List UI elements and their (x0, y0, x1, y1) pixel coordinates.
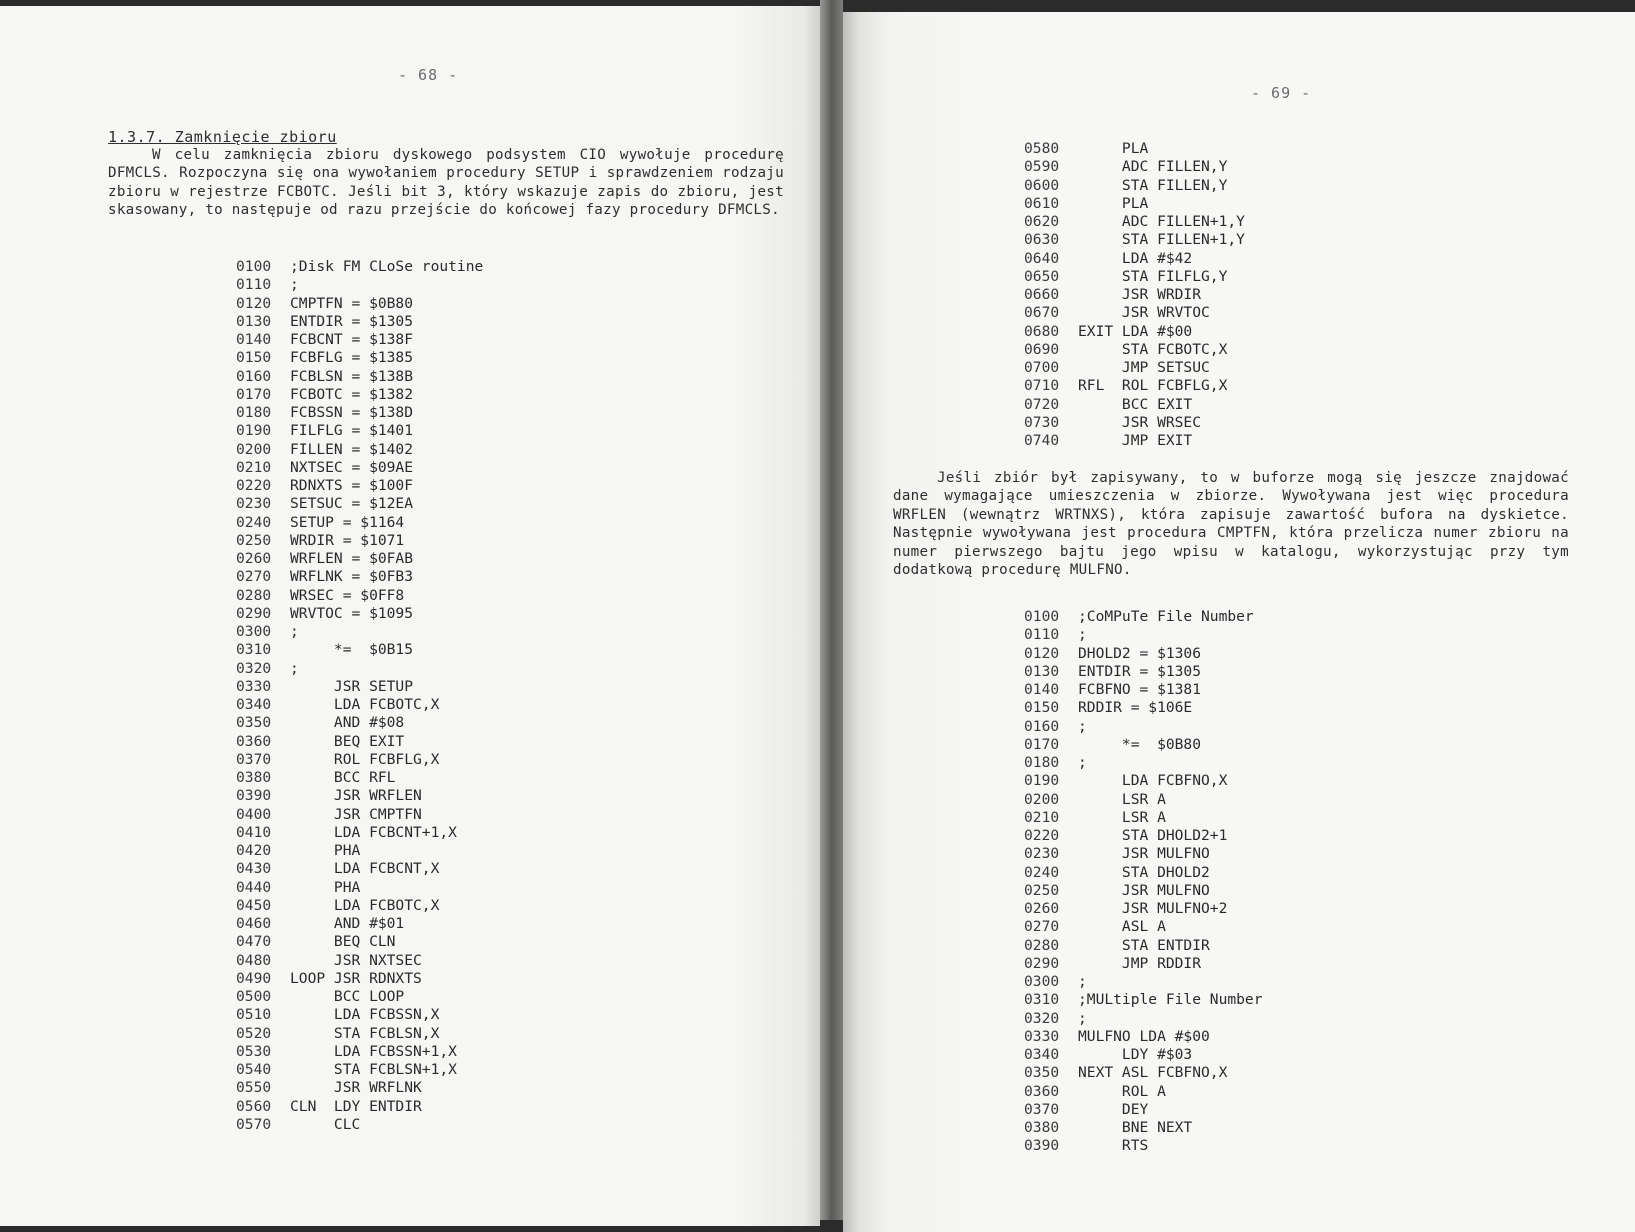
code-text: RFL ROL FCBFLG,X (1078, 377, 1228, 395)
code-listing-cmptfn (1024, 608, 1263, 1156)
code-line (1024, 231, 1245, 249)
code-text: ADC FILLEN,Y (1078, 158, 1228, 176)
code-text: BCC RFL (290, 769, 396, 786)
code-text: PHA (290, 842, 361, 859)
code-line (236, 714, 483, 732)
code-line (1024, 195, 1245, 213)
code-line (236, 605, 483, 623)
code-text: ENTDIR = $1305 (290, 312, 414, 330)
code-text: LSR A (1078, 790, 1166, 808)
code-line (236, 295, 483, 313)
code-line (1024, 359, 1245, 377)
code-line (1024, 177, 1245, 195)
line-number: 0350 (236, 714, 272, 732)
page-number: - 69 - (1251, 84, 1312, 102)
line-number: 0280 (236, 586, 272, 604)
line-number: 0110 (236, 276, 272, 294)
line-number: 0680 (1024, 322, 1060, 340)
line-number: 0170 (1024, 735, 1060, 753)
code-text: RTS (1078, 1137, 1149, 1155)
line-number: 0100 (236, 258, 272, 275)
code-text: PLA (1078, 140, 1149, 157)
code-line (1024, 955, 1263, 973)
line-number: 0170 (236, 385, 272, 403)
code-text: LDA FCBOTC,X (290, 696, 440, 713)
line-number: 0130 (1024, 662, 1060, 680)
code-line (236, 404, 483, 422)
code-line (236, 368, 483, 386)
line-number: 0670 (1024, 304, 1060, 322)
code-line (236, 769, 483, 787)
line-number: 0140 (1024, 681, 1060, 698)
code-text: ASL A (1078, 918, 1166, 936)
code-text: STA FILFLG,Y (1078, 267, 1228, 285)
line-number: 0300 (1024, 973, 1060, 990)
code-line (236, 952, 483, 970)
code-line (236, 550, 483, 568)
code-text: FCBFNO = $1381 (1078, 681, 1202, 698)
line-number: 0340 (236, 696, 272, 713)
code-line (236, 1006, 483, 1024)
line-number: 0120 (1024, 644, 1060, 662)
code-text: LDA FCBFNO,X (1078, 772, 1228, 790)
code-line (1024, 699, 1263, 717)
code-line (1024, 736, 1263, 754)
explanation-paragraph-text: Jeśli zbiór był zapisywany, to w buforze mogą się jeszcze znajdować dane wymagające umieszczenia w zbiorze. Wywoływana jest więc procedura WRFLEN (wewnątrz WRTNXS), która zapisuje zawartość bufora na dyskietce. Następnie wywoływana jest procedura CMPTFN, która przelicza numer zbioru na numer pierwszego bajtu jego wpisu w katalogu, wykorzystując przy tym dodatkową procedurę MULFNO. (893, 470, 1569, 579)
code-line (1024, 1010, 1263, 1028)
code-text: BNE NEXT (1078, 1119, 1193, 1136)
line-number: 0600 (1024, 176, 1060, 194)
code-text: FCBOTC = $1382 (290, 385, 414, 403)
code-text: JSR CMPTFN (290, 805, 422, 823)
code-text: CLN LDY ENTDIR (290, 1097, 422, 1115)
code-text: AND #$01 (290, 915, 405, 932)
line-number: 0350 (1024, 1064, 1060, 1082)
line-number: 0200 (236, 440, 272, 458)
code-line (236, 842, 483, 860)
line-number: 0520 (236, 1024, 272, 1042)
code-text: STA ENTDIR (1078, 936, 1210, 954)
code-line (1024, 809, 1263, 827)
line-number: 0380 (236, 769, 272, 786)
code-line (1024, 827, 1263, 845)
code-text: JSR WRSEC (1078, 413, 1202, 431)
code-line (1024, 396, 1245, 414)
line-number: 0310 (236, 641, 272, 659)
code-text: ROL FCBFLG,X (290, 750, 440, 768)
code-line (236, 696, 483, 714)
code-line (236, 568, 483, 586)
code-line (1024, 286, 1245, 304)
line-number: 0410 (236, 823, 272, 841)
code-line (1024, 918, 1263, 936)
code-text: CMPTFN = $0B80 (290, 294, 414, 312)
code-line (1024, 626, 1263, 644)
code-line (1024, 681, 1263, 699)
line-number: 0150 (236, 349, 272, 367)
line-number: 0370 (236, 750, 272, 768)
code-text: JSR WRFLEN (290, 787, 422, 805)
line-number: 0390 (236, 787, 272, 805)
code-text: LDA FCBCNT,X (290, 860, 440, 878)
line-number: 0220 (1024, 827, 1060, 844)
code-line (1024, 718, 1263, 736)
code-line (1024, 1083, 1263, 1101)
code-text: ; (1078, 717, 1087, 735)
code-text: JMP SETSUC (1078, 359, 1210, 376)
code-text: LDA FCBOTC,X (290, 896, 440, 914)
code-line (1024, 900, 1263, 918)
code-line (236, 331, 483, 349)
code-line (1024, 158, 1245, 176)
line-number: 0400 (236, 805, 272, 823)
line-number: 0230 (236, 495, 272, 513)
line-number: 0260 (236, 550, 272, 567)
code-line (236, 495, 483, 513)
code-text: JSR MULFNO (1078, 881, 1210, 899)
code-line (236, 276, 483, 294)
code-text: LDA #$42 (1078, 249, 1193, 267)
line-number: 0730 (1024, 413, 1060, 431)
code-text: RDNXTS = $100F (290, 477, 414, 494)
code-line (236, 258, 483, 276)
line-number: 0270 (236, 568, 272, 586)
code-line (1024, 1119, 1263, 1137)
code-text: BEQ CLN (290, 933, 396, 951)
code-line (1024, 341, 1245, 359)
line-number: 0720 (1024, 395, 1060, 413)
code-line (1024, 140, 1245, 158)
code-line (236, 860, 483, 878)
code-text: BCC EXIT (1078, 395, 1193, 413)
line-number: 0280 (1024, 936, 1060, 954)
book-spine (820, 0, 843, 1220)
code-line (236, 678, 483, 696)
code-text: SETUP = $1164 (290, 513, 405, 531)
code-line (236, 915, 483, 933)
line-number: 0260 (1024, 900, 1060, 917)
line-number: 0320 (1024, 1009, 1060, 1027)
code-line (236, 933, 483, 951)
code-text: ;Disk FM CLoSe routine (290, 258, 484, 275)
code-text: STA FILLEN,Y (1078, 176, 1228, 194)
line-number: 0230 (1024, 845, 1060, 863)
code-line (236, 897, 483, 915)
code-line (236, 441, 483, 459)
code-line (1024, 937, 1263, 955)
line-number: 0650 (1024, 267, 1060, 285)
code-line (236, 349, 483, 367)
line-number: 0140 (236, 331, 272, 348)
line-number: 0700 (1024, 359, 1060, 376)
line-number: 0550 (236, 1079, 272, 1097)
code-text: ; (290, 659, 299, 677)
code-line (236, 751, 483, 769)
line-number: 0470 (236, 933, 272, 951)
code-line (236, 660, 483, 678)
line-number: 0460 (236, 915, 272, 932)
code-text: PLA (1078, 194, 1149, 212)
line-number: 0480 (236, 951, 272, 969)
line-number: 0360 (236, 732, 272, 750)
line-number: 0590 (1024, 158, 1060, 176)
code-line (1024, 663, 1263, 681)
line-number: 0510 (236, 1006, 272, 1024)
line-number: 0160 (236, 367, 272, 385)
code-text: ; (290, 623, 299, 640)
code-text: JMP RDDIR (1078, 954, 1202, 972)
code-line (1024, 268, 1245, 286)
line-number: 0740 (1024, 432, 1060, 449)
code-text: ; (290, 276, 299, 294)
code-line (236, 1025, 483, 1043)
line-number: 0300 (236, 623, 272, 640)
line-number: 0450 (236, 896, 272, 914)
line-number: 0180 (236, 404, 272, 421)
code-text: WRDIR = $1071 (290, 531, 405, 549)
code-text: *= $0B80 (1078, 735, 1202, 753)
code-line (236, 459, 483, 477)
code-text: STA DHOLD2+1 (1078, 827, 1228, 844)
line-number: 0240 (236, 513, 272, 531)
code-line (236, 806, 483, 824)
code-text: ;MULtiple File Number (1078, 991, 1263, 1009)
code-text: JSR WRDIR (1078, 286, 1202, 303)
code-text: JSR NXTSEC (290, 951, 422, 969)
code-text: AND #$08 (290, 714, 405, 732)
code-line (1024, 772, 1263, 790)
code-line (1024, 608, 1263, 626)
code-line (236, 386, 483, 404)
line-number: 0420 (236, 842, 272, 859)
code-line (1024, 864, 1263, 882)
code-text: ; (1078, 626, 1087, 644)
code-text: ENTDIR = $1305 (1078, 662, 1202, 680)
code-text: STA FCBOTC,X (1078, 340, 1228, 358)
line-number: 0580 (1024, 140, 1060, 157)
line-number: 0200 (1024, 790, 1060, 808)
code-text: ADC FILLEN+1,Y (1078, 213, 1245, 230)
intro-paragraph-text: W celu zamknięcia zbioru dyskowego podsystem CIO wywołuje procedurę DFMCLS. Rozpoczyna się ona wywołaniem procedury SETUP i sprawdzeniem rodzaju zbioru w rejestrze FCBOTC. Jeśli bit 3, który wskazuje zapis do zbioru, jest skasowany, to następuje od razu przejście do końcowej fazy procedury DFMCLS. (108, 147, 784, 219)
code-text: RDDIR = $106E (1078, 699, 1193, 717)
line-number: 0160 (1024, 717, 1060, 735)
intro-paragraph (108, 146, 784, 220)
code-line (1024, 304, 1245, 322)
code-text: JSR WRFLNK (290, 1079, 422, 1097)
line-number: 0190 (236, 422, 272, 440)
code-text: JMP EXIT (1078, 432, 1193, 449)
code-line (1024, 414, 1245, 432)
code-text: DEY (1078, 1100, 1149, 1118)
code-line (1024, 1046, 1263, 1064)
line-number: 0250 (1024, 881, 1060, 899)
line-number: 0240 (1024, 863, 1060, 881)
code-line (236, 532, 483, 550)
code-text: JSR WRVTOC (1078, 304, 1210, 322)
line-number: 0620 (1024, 213, 1060, 230)
code-text: WRSEC = $0FF8 (290, 586, 405, 604)
code-line (236, 422, 483, 440)
code-text: *= $0B15 (290, 641, 414, 659)
code-text: FILLEN = $1402 (290, 440, 414, 458)
code-text: FCBCNT = $138F (290, 331, 414, 348)
left-page (0, 6, 820, 1226)
line-number: 0190 (1024, 772, 1060, 790)
code-text: ; (1078, 754, 1087, 771)
code-line (1024, 1064, 1263, 1082)
code-text: BEQ EXIT (290, 732, 405, 750)
code-text: LSR A (1078, 808, 1166, 826)
code-text: EXIT LDA #$00 (1078, 322, 1193, 340)
line-number: 0500 (236, 988, 272, 1005)
code-line (1024, 1137, 1263, 1155)
code-text: LOOP JSR RDNXTS (290, 969, 422, 987)
page-number: - 68 - (398, 66, 459, 84)
code-line (236, 1043, 483, 1061)
section-heading: 1.3.7. Zamknięcie zbioru (108, 128, 337, 146)
code-text: CLC (290, 1115, 361, 1133)
line-number: 0370 (1024, 1100, 1060, 1118)
code-text: JSR MULFNO (1078, 845, 1210, 863)
code-listing-dfmcls-continued (1024, 140, 1245, 450)
code-line (1024, 1028, 1263, 1046)
line-number: 0150 (1024, 699, 1060, 717)
code-text: JSR SETUP (290, 677, 414, 695)
line-number: 0440 (236, 878, 272, 896)
code-text: WRFLEN = $0FAB (290, 550, 414, 567)
code-line (1024, 323, 1245, 341)
code-line (236, 970, 483, 988)
code-line (236, 477, 483, 495)
line-number: 0430 (236, 860, 272, 878)
code-line (236, 587, 483, 605)
code-text: ROL A (1078, 1082, 1166, 1100)
line-number: 0630 (1024, 231, 1060, 249)
code-text: ;CoMPuTe File Number (1078, 608, 1254, 625)
line-number: 0120 (236, 294, 272, 312)
code-listing-dfmcls (236, 258, 483, 1134)
code-line (1024, 882, 1263, 900)
code-line (236, 1079, 483, 1097)
line-number: 0270 (1024, 918, 1060, 936)
line-number: 0570 (236, 1115, 272, 1133)
code-line (1024, 645, 1263, 663)
code-text: STA FILLEN+1,Y (1078, 231, 1245, 249)
line-number: 0540 (236, 1061, 272, 1078)
code-line (236, 787, 483, 805)
code-line (236, 879, 483, 897)
code-line (236, 623, 483, 641)
line-number: 0210 (1024, 808, 1060, 826)
code-text: FILFLG = $1401 (290, 422, 414, 440)
code-text: FCBLSN = $138B (290, 367, 414, 385)
line-number: 0640 (1024, 249, 1060, 267)
line-number: 0360 (1024, 1082, 1060, 1100)
line-number: 0180 (1024, 754, 1060, 771)
code-line (1024, 432, 1245, 450)
code-text: WRVTOC = $1095 (290, 604, 414, 622)
code-text: STA FCBLSN+1,X (290, 1061, 457, 1078)
line-number: 0330 (1024, 1027, 1060, 1045)
line-number: 0310 (1024, 991, 1060, 1009)
code-text: BCC LOOP (290, 988, 405, 1005)
line-number: 0290 (236, 604, 272, 622)
line-number: 0660 (1024, 286, 1060, 303)
code-text: STA DHOLD2 (1078, 863, 1210, 881)
line-number: 0380 (1024, 1119, 1060, 1136)
code-line (1024, 991, 1263, 1009)
line-number: 0290 (1024, 954, 1060, 972)
line-number: 0100 (1024, 608, 1060, 625)
code-text: JSR MULFNO+2 (1078, 900, 1228, 917)
code-text: ; (1078, 1009, 1087, 1027)
code-text: SETSUC = $12EA (290, 495, 414, 513)
code-line (236, 824, 483, 842)
line-number: 0530 (236, 1042, 272, 1060)
line-number: 0340 (1024, 1046, 1060, 1063)
line-number: 0220 (236, 477, 272, 494)
code-line (236, 641, 483, 659)
code-line (1024, 213, 1245, 231)
code-line (236, 514, 483, 532)
code-line (1024, 754, 1263, 772)
code-text: LDA FCBCNT+1,X (290, 823, 457, 841)
code-text: FCBFLG = $1385 (290, 349, 414, 367)
code-text: PHA (290, 878, 361, 896)
line-number: 0130 (236, 312, 272, 330)
line-number: 0320 (236, 659, 272, 677)
code-line (236, 1116, 483, 1134)
line-number: 0330 (236, 677, 272, 695)
code-line (236, 733, 483, 751)
line-number: 0210 (236, 458, 272, 476)
code-text: MULFNO LDA #$00 (1078, 1027, 1210, 1045)
code-line (236, 988, 483, 1006)
code-line (236, 1061, 483, 1079)
code-line (1024, 250, 1245, 268)
code-line (1024, 1101, 1263, 1119)
code-line (236, 1098, 483, 1116)
code-text: LDY #$03 (1078, 1046, 1193, 1063)
line-number: 0560 (236, 1097, 272, 1115)
line-number: 0490 (236, 969, 272, 987)
code-text: LDA FCBSSN,X (290, 1006, 440, 1024)
line-number: 0390 (1024, 1137, 1060, 1155)
code-text: FCBSSN = $138D (290, 404, 414, 421)
code-text: NEXT ASL FCBFNO,X (1078, 1064, 1228, 1082)
explanation-paragraph (893, 469, 1569, 579)
code-line (236, 313, 483, 331)
code-text: LDA FCBSSN+1,X (290, 1042, 457, 1060)
code-line (1024, 791, 1263, 809)
code-line (1024, 845, 1263, 863)
right-page (843, 12, 1635, 1232)
code-text: STA FCBLSN,X (290, 1024, 440, 1042)
line-number: 0690 (1024, 340, 1060, 358)
line-number: 0250 (236, 531, 272, 549)
line-number: 0110 (1024, 626, 1060, 644)
code-text: DHOLD2 = $1306 (1078, 644, 1202, 662)
code-line (1024, 973, 1263, 991)
line-number: 0610 (1024, 194, 1060, 212)
line-number: 0710 (1024, 377, 1060, 395)
code-text: NXTSEC = $09AE (290, 458, 414, 476)
code-text: ; (1078, 973, 1087, 990)
code-text: WRFLNK = $0FB3 (290, 568, 414, 586)
code-line (1024, 377, 1245, 395)
